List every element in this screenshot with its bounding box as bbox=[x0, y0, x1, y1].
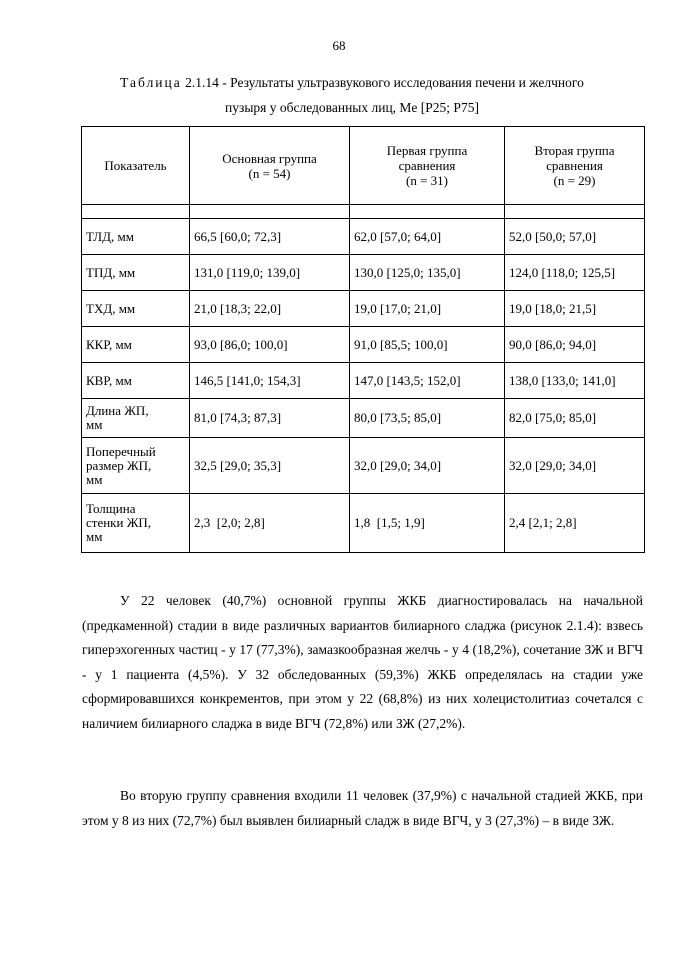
value-cell: 62,0 [57,0; 64,0] bbox=[350, 219, 505, 255]
header-line: Показатель bbox=[104, 158, 167, 173]
value-cell: 146,5 [141,0; 154,3] bbox=[190, 363, 350, 399]
spacer-cell bbox=[350, 205, 505, 219]
value-cell: 93,0 [86,0; 100,0] bbox=[190, 327, 350, 363]
paragraph-text: У 22 человек (40,7%) основной группы ЖКБ диагностировалась на начальной (предкаменной) стадии в виде различных вариантов билиарного сладжа (рисунок 2.1.4): взвесь гиперэхогенных частиц - у 17 (77,3%), замазкообразная желчь - у 4 (18,2%), сочетание ЗЖ и ВГЧ - у 1 пациента (4,5%). У 32 обследованных (59,3%) ЖКБ определялась на стадии уже сформировавшихся конкрементов, при этом у 22 (68,8%) из них холецистолитиаз сочетался с наличием билиарного сладжа в виде ВГЧ (72,8%) или ЗЖ (27,2%). bbox=[82, 593, 643, 731]
row-label-cell bbox=[82, 399, 190, 438]
spacer-cell bbox=[505, 205, 645, 219]
table-row bbox=[82, 438, 645, 494]
table-header-cell bbox=[505, 127, 645, 205]
value-cell: 66,5 [60,0; 72,3] bbox=[190, 219, 350, 255]
value-cell: 90,0 [86,0; 94,0] bbox=[505, 327, 645, 363]
row-label-cell bbox=[82, 219, 190, 255]
row-label-line: ТЛД, мм bbox=[86, 228, 134, 244]
header-line: Основная группа bbox=[222, 150, 317, 166]
value-cell: 81,0 [74,3; 87,3] bbox=[190, 399, 350, 438]
header-line: сравнения bbox=[398, 158, 456, 173]
table-row bbox=[82, 494, 645, 553]
caption-number: 2.1.14 bbox=[185, 75, 219, 90]
row-label-cell bbox=[82, 494, 190, 553]
table-caption bbox=[82, 70, 622, 120]
table-header-row bbox=[82, 127, 645, 205]
paragraph-1 bbox=[82, 589, 643, 737]
table-header-cell bbox=[82, 127, 190, 205]
table-row bbox=[82, 399, 645, 438]
row-label-line: размер ЖП, bbox=[86, 457, 152, 473]
paragraph-text: Во вторую группу сравнения входили 11 человек (37,9%) с начальной стадией ЖКБ, при этом у 8 из них (72,7%) был выявлен билиарный сладж в виде ВГЧ, у 3 (27,3%) – в виде ЗЖ. bbox=[82, 788, 643, 828]
table-row bbox=[82, 219, 645, 255]
value-cell: 21,0 [18,3; 22,0] bbox=[190, 291, 350, 327]
row-label-cell bbox=[82, 363, 190, 399]
paragraph-2 bbox=[82, 784, 643, 833]
table-row bbox=[82, 255, 645, 291]
row-label-cell bbox=[82, 327, 190, 363]
table-row bbox=[82, 327, 645, 363]
header-line: (n = 31) bbox=[406, 173, 448, 188]
value-cell: 32,0 [29,0; 34,0] bbox=[350, 438, 505, 494]
row-label-line: мм bbox=[86, 417, 103, 432]
value-cell: 19,0 [17,0; 21,0] bbox=[350, 291, 505, 327]
value-cell: 130,0 [125,0; 135,0] bbox=[350, 255, 505, 291]
caption-text-line1: - Результаты ультразвукового исследования печени и желчного bbox=[218, 75, 584, 90]
row-label-line: Поперечный bbox=[86, 443, 156, 459]
table-header-cell bbox=[350, 127, 505, 205]
value-cell: 32,0 [29,0; 34,0] bbox=[505, 438, 645, 494]
row-label-line: мм bbox=[86, 529, 103, 544]
value-cell: 91,0 [85,5; 100,0] bbox=[350, 327, 505, 363]
row-label-line: Толщина bbox=[86, 501, 136, 516]
value-cell: 124,0 [118,0; 125,5] bbox=[505, 255, 645, 291]
row-label-line: ККР, мм bbox=[86, 336, 132, 352]
value-cell: 131,0 [119,0; 139,0] bbox=[190, 255, 350, 291]
row-label-line: стенки ЖП, bbox=[86, 515, 151, 530]
value-cell: 19,0 [18,0; 21,5] bbox=[505, 291, 645, 327]
row-label-line: Длина ЖП, bbox=[86, 403, 149, 418]
value-cell: 138,0 [133,0; 141,0] bbox=[505, 363, 645, 399]
value-cell: 2,4 [2,1; 2,8] bbox=[505, 494, 645, 553]
results-table bbox=[81, 126, 645, 553]
header-line: (n = 29) bbox=[553, 173, 596, 188]
row-label-line: КВР, мм bbox=[86, 372, 132, 388]
header-line: (n = 54) bbox=[248, 165, 291, 181]
value-cell: 32,5 [29,0; 35,3] bbox=[190, 438, 350, 494]
row-label-line: ТХД, мм bbox=[86, 300, 136, 316]
row-label-line: мм bbox=[86, 471, 103, 487]
value-cell: 147,0 [143,5; 152,0] bbox=[350, 363, 505, 399]
page-number: 68 bbox=[332, 38, 346, 53]
spacer-cell bbox=[190, 205, 350, 219]
row-label-line: ТПД, мм bbox=[86, 264, 136, 280]
table-row bbox=[82, 291, 645, 327]
table-header-cell bbox=[190, 127, 350, 205]
value-cell: 80,0 [73,5; 85,0] bbox=[350, 399, 505, 438]
table-spacer-row bbox=[82, 205, 645, 219]
header-line: Вторая группа bbox=[534, 143, 615, 158]
row-label-cell bbox=[82, 255, 190, 291]
header-line: Первая группа bbox=[386, 143, 468, 158]
value-cell: 82,0 [75,0; 85,0] bbox=[505, 399, 645, 438]
value-cell: 1,8 [1,5; 1,9] bbox=[350, 494, 505, 553]
spacer-cell bbox=[82, 205, 190, 219]
header-line: сравнения bbox=[546, 158, 603, 173]
row-label-cell bbox=[82, 438, 190, 494]
value-cell: 2,3 [2,0; 2,8] bbox=[190, 494, 350, 553]
caption-text-line2: пузыря у обследованных лиц, Me [P25; P75] bbox=[225, 100, 479, 115]
caption-lead: Таблица bbox=[120, 75, 182, 90]
table-row bbox=[82, 363, 645, 399]
value-cell: 52,0 [50,0; 57,0] bbox=[505, 219, 645, 255]
row-label-cell bbox=[82, 291, 190, 327]
